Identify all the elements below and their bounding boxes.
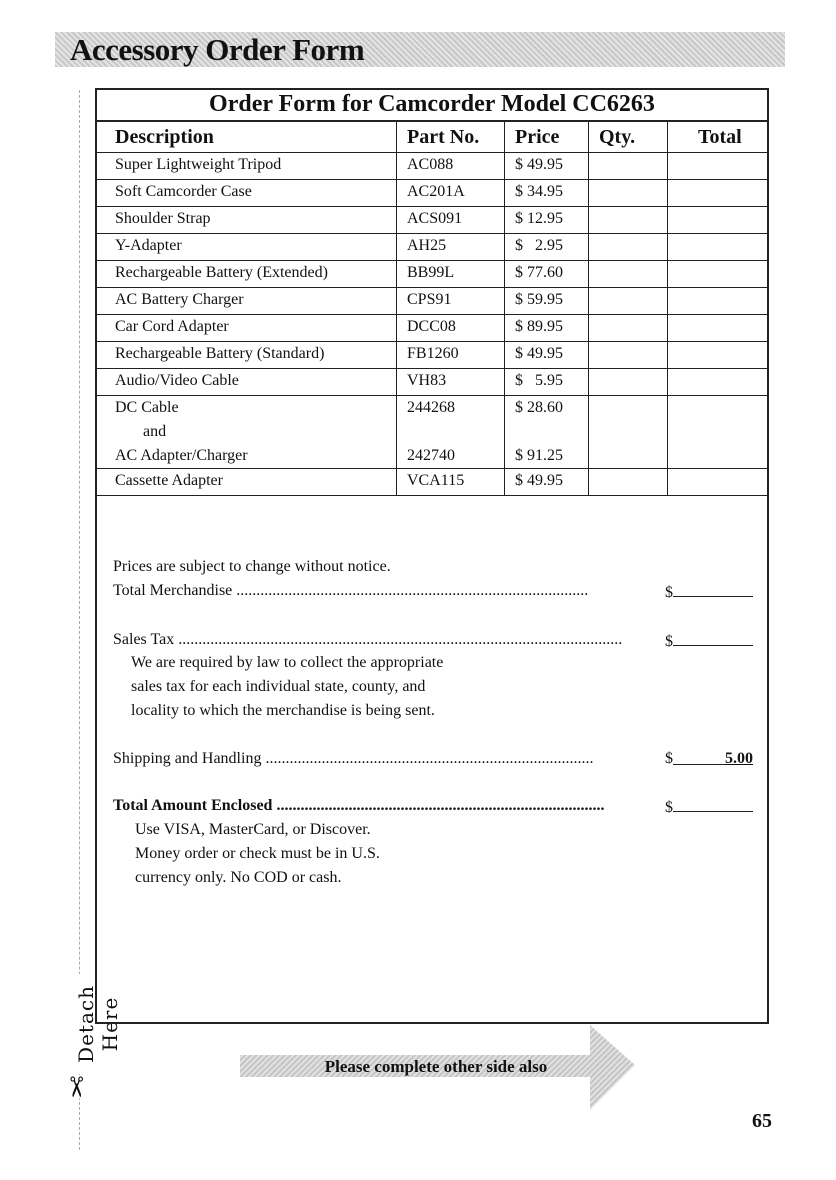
table-row (96, 342, 769, 369)
part-number: FB1260 (397, 342, 505, 369)
qty-field[interactable] (589, 369, 668, 396)
table-row (96, 315, 769, 342)
part-number: BB99L (397, 261, 505, 288)
part-number: AC088 (397, 153, 505, 180)
total-field[interactable] (668, 207, 769, 234)
total-field[interactable] (668, 234, 769, 261)
payment-note: currency only. No COD or cash. (135, 869, 342, 886)
price: $ 2.95 (505, 234, 589, 261)
description: Cassette Adapter (96, 469, 397, 496)
total-field[interactable] (668, 153, 769, 180)
tax-note: locality to which the merchandise is being sent. (131, 702, 435, 719)
total-field[interactable] (668, 315, 769, 342)
payment-note: Money order or check must be in U.S. (135, 845, 380, 862)
description: Soft Camcorder Case (96, 180, 397, 207)
form-title: Order Form for Camcorder Model CC6263 (209, 91, 655, 117)
description: Rechargeable Battery (Extended) (96, 261, 397, 288)
price: $ 91.25 (515, 447, 563, 464)
price: $ 77.60 (505, 261, 589, 288)
table-row (96, 153, 769, 180)
qty-field[interactable] (589, 261, 668, 288)
qty-field[interactable] (589, 288, 668, 315)
price: $ 89.95 (505, 315, 589, 342)
complete-other-side-text: Please complete other side also (324, 1057, 548, 1076)
col-part: Part No. (397, 121, 505, 153)
price: $ 59.95 (505, 288, 589, 315)
part-number: AH25 (397, 234, 505, 261)
shipping-label: Shipping and Handling .................................................................................. (113, 750, 594, 767)
total-field[interactable] (668, 369, 769, 396)
description: Super Lightweight Tripod (96, 153, 397, 180)
total-enclosed-label: Total Amount Enclosed .................................................................................. (113, 797, 605, 814)
scissors-icon: ✂ (59, 1075, 91, 1099)
description: Car Cord Adapter (96, 315, 397, 342)
description: AC Battery Charger (96, 288, 397, 315)
part-number: ACS091 (397, 207, 505, 234)
qty-field[interactable] (589, 315, 668, 342)
total-merchandise-field[interactable]: $ (665, 582, 753, 602)
table-row (96, 369, 769, 396)
total-field[interactable] (668, 288, 769, 315)
qty-field[interactable] (589, 469, 668, 496)
tax-note: sales tax for each individual state, county, and (131, 678, 426, 695)
part-number: VCA115 (397, 469, 505, 496)
total-enclosed-field[interactable]: $ (665, 797, 753, 817)
sales-tax-label: Sales Tax ............................................................................................................... (113, 631, 623, 648)
total-field[interactable] (668, 469, 769, 496)
shipping-field: $ 5.00 (665, 750, 753, 767)
description: Y-Adapter (96, 234, 397, 261)
price: $ 49.95 (505, 342, 589, 369)
table-row (96, 288, 769, 315)
total-field[interactable] (668, 342, 769, 369)
price: $ 34.95 (505, 180, 589, 207)
col-description: Description (96, 121, 397, 153)
price: $ 49.95 (505, 469, 589, 496)
price: $ 28.60 (515, 399, 563, 416)
table-row (96, 180, 769, 207)
part-number: CPS91 (397, 288, 505, 315)
order-table (95, 120, 769, 496)
table-row (96, 469, 769, 496)
qty-field[interactable] (589, 342, 668, 369)
and-label: and (143, 423, 167, 440)
qty-field[interactable] (589, 153, 668, 180)
table-row (96, 396, 769, 469)
table-header (96, 121, 769, 153)
total-merchandise-label: Total Merchandise ........................................................................................ (113, 582, 589, 599)
table-row (96, 234, 769, 261)
col-price: Price (505, 121, 589, 153)
description: Shoulder Strap (96, 207, 397, 234)
col-total: Total (668, 121, 769, 153)
description: DC Cable (115, 399, 179, 416)
description: Audio/Video Cable (96, 369, 397, 396)
qty-field[interactable] (589, 234, 668, 261)
tax-note: We are required by law to collect the appropriate (131, 654, 444, 671)
qty-field[interactable] (589, 180, 668, 207)
sales-tax-field[interactable]: $ (665, 631, 753, 651)
payment-note: Use VISA, MasterCard, or Discover. (135, 821, 371, 838)
total-field[interactable] (668, 396, 769, 469)
header-banner (55, 32, 785, 67)
table-row (96, 261, 769, 288)
total-field[interactable] (668, 180, 769, 207)
detach-label: Detach Here (74, 974, 122, 1074)
qty-field[interactable] (589, 396, 668, 469)
description: AC Adapter/Charger (115, 447, 248, 464)
part-number: DCC08 (397, 315, 505, 342)
price: $ 49.95 (505, 153, 589, 180)
part-number: AC201A (397, 180, 505, 207)
table-row (96, 207, 769, 234)
total-field[interactable] (668, 261, 769, 288)
col-qty: Qty. (589, 121, 668, 153)
price: $ 5.95 (505, 369, 589, 396)
price: $ 12.95 (505, 207, 589, 234)
part-number: 244268 (407, 399, 455, 416)
part-number: 242740 (407, 447, 455, 464)
part-number: VH83 (397, 369, 505, 396)
page-number: 65 (752, 1110, 772, 1132)
description: Rechargeable Battery (Standard) (96, 342, 397, 369)
qty-field[interactable] (589, 207, 668, 234)
price-notice: Prices are subject to change without notice. (113, 558, 391, 575)
page-title: Accessory Order Form (70, 32, 365, 67)
